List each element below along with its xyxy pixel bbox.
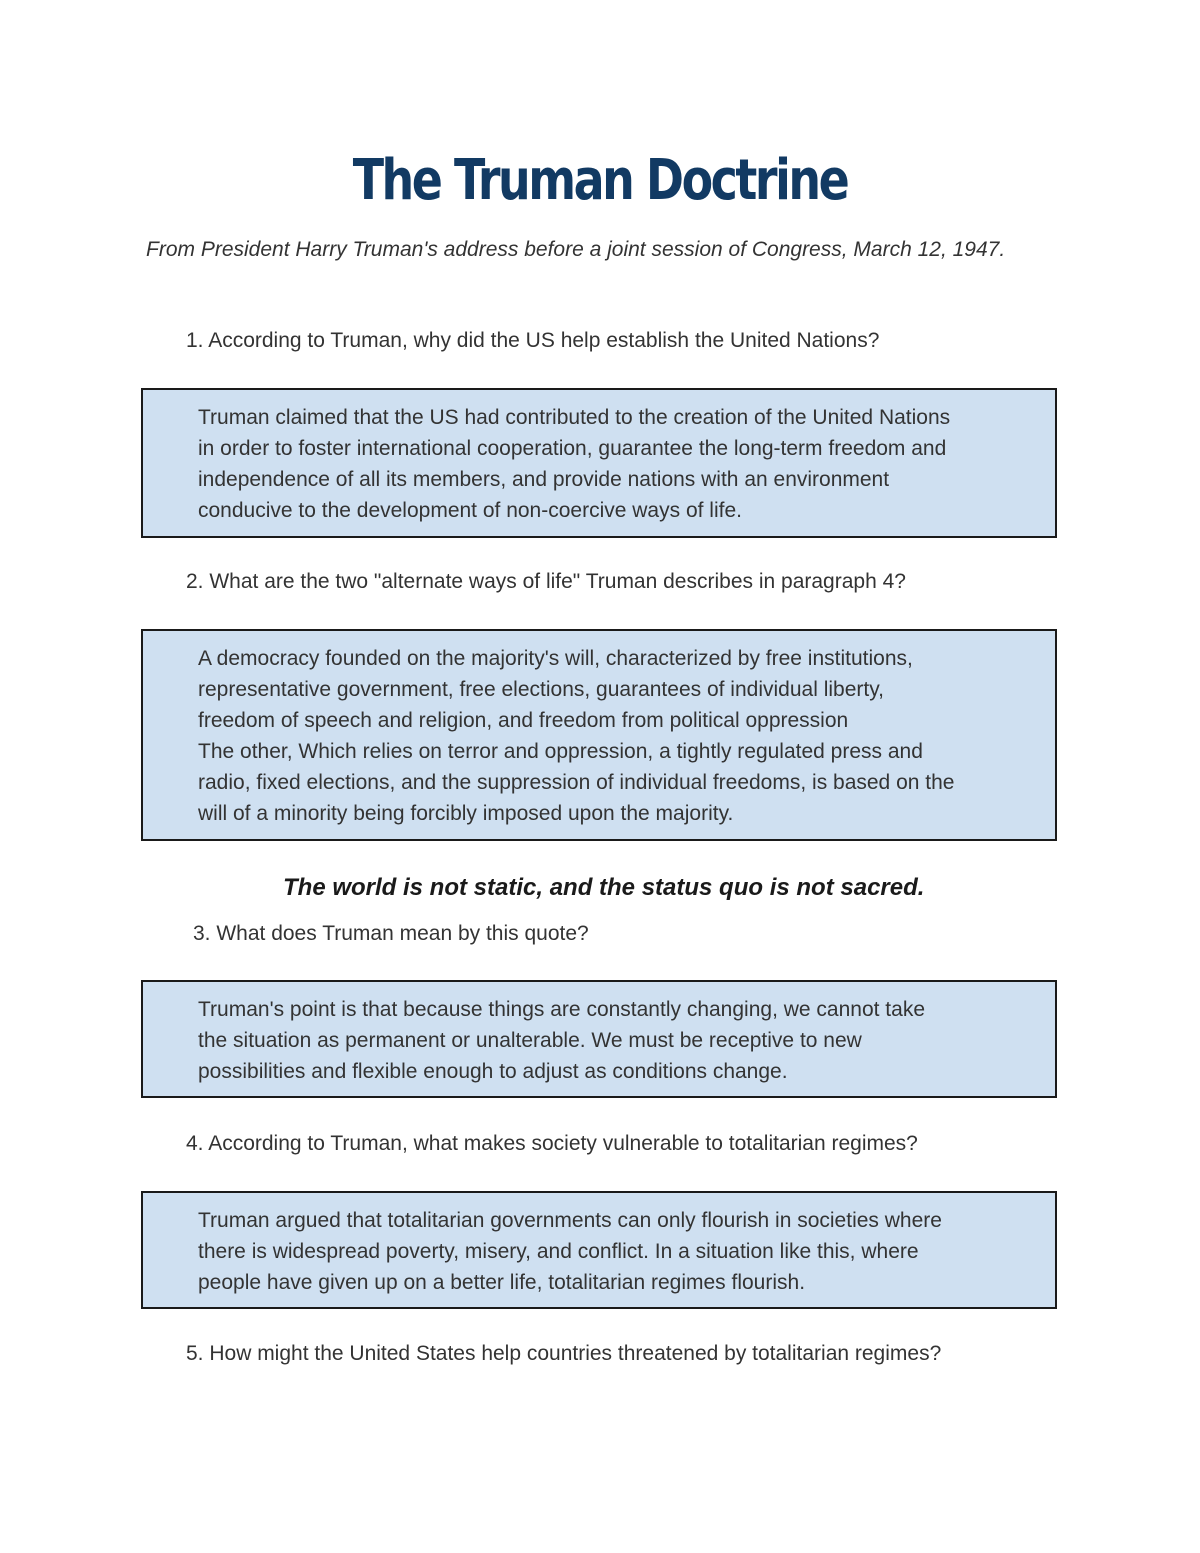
- answer-1-line: independence of all its members, and provide nations with an environment: [198, 468, 890, 491]
- answer-3-line: possibilities and flexible enough to adjust as conditions change.: [198, 1060, 788, 1083]
- answer-2-line: A democracy founded on the majority's will, characterized by free institutions,: [198, 647, 913, 670]
- answer-2-line: will of a minority being forcibly imposed upon the majority.: [198, 802, 734, 825]
- document-title: The Truman Doctrine: [352, 148, 848, 213]
- answer-box-2: [141, 629, 1057, 841]
- answer-1-line: conducive to the development of non-coercive ways of life.: [198, 499, 742, 522]
- answer-4-line: people have given up on a better life, totalitarian regimes flourish.: [198, 1271, 806, 1294]
- answer-box-4: [141, 1191, 1057, 1309]
- answer-2-line: The other, Which relies on terror and oppression, a tightly regulated press and: [198, 740, 923, 763]
- document-subtitle: From President Harry Truman's address before a joint session of Congress, March 12, 1947.: [146, 238, 1006, 261]
- answer-2-line: radio, fixed elections, and the suppression of individual freedoms, is based on the: [198, 771, 955, 794]
- answer-2-line: freedom of speech and religion, and freedom from political oppression: [198, 709, 849, 732]
- question-5: 5. How might the United States help countries threatened by totalitarian regimes?: [186, 1342, 942, 1365]
- answer-3-line: Truman's point is that because things are constantly changing, we cannot take: [198, 998, 925, 1021]
- answer-4-line: there is widespread poverty, misery, and conflict. In a situation like this, where: [198, 1240, 919, 1263]
- question-2: 2. What are the two "alternate ways of life" Truman describes in paragraph 4?: [186, 570, 906, 593]
- pull-quote: The world is not static, and the status quo is not sacred.: [283, 874, 925, 901]
- answer-2-line: representative government, free elections, guarantees of individual liberty,: [198, 678, 884, 701]
- answer-1-line: in order to foster international cooperation, guarantee the long-term freedom and: [198, 437, 947, 460]
- answer-4-line: Truman argued that totalitarian governments can only flourish in societies where: [198, 1209, 942, 1232]
- answer-1-line: Truman claimed that the US had contributed to the creation of the United Nations: [198, 406, 951, 429]
- question-4: 4. According to Truman, what makes society vulnerable to totalitarian regimes?: [186, 1132, 918, 1155]
- answer-box-3: [141, 980, 1057, 1098]
- answer-box-1: [141, 388, 1057, 538]
- answer-3-line: the situation as permanent or unalterable. We must be receptive to new: [198, 1029, 862, 1052]
- question-1: 1. According to Truman, why did the US help establish the United Nations?: [186, 329, 880, 352]
- question-3: 3. What does Truman mean by this quote?: [193, 922, 589, 945]
